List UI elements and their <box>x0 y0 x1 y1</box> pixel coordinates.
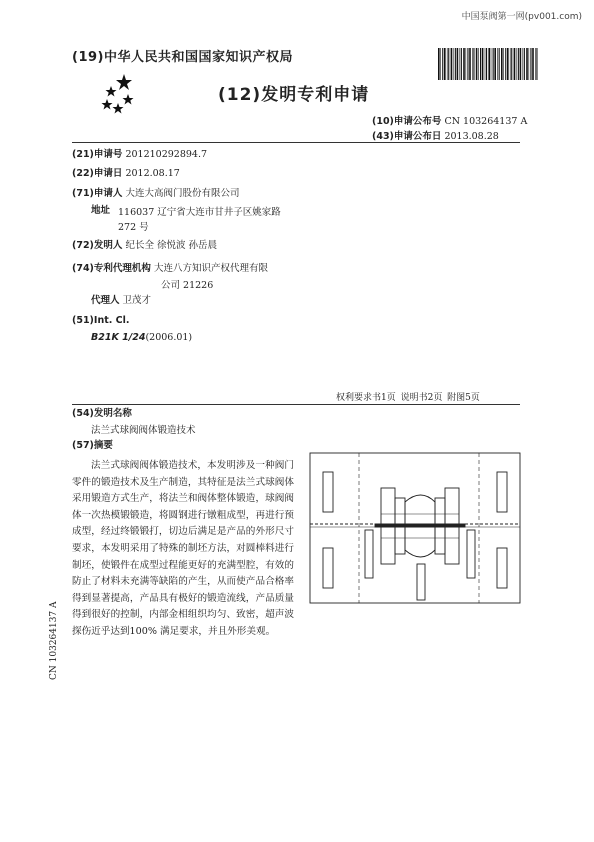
inventor-row <box>72 239 217 252</box>
publication-date-row <box>372 128 499 142</box>
application-number-label: (21)申请号 <box>72 149 123 160</box>
agent-label: 代理人 <box>91 295 120 306</box>
application-date-label: (22)申请日 <box>72 168 123 179</box>
barcode-icon <box>438 48 538 80</box>
intcl-label: (51)Int. Cl. <box>72 315 130 326</box>
intcl-row <box>72 314 130 327</box>
publication-number-row <box>372 113 527 127</box>
forging-die-drawing <box>309 452 521 604</box>
agent-name: 卫茂才 <box>122 295 152 306</box>
intcl-code: B21K 1/24 <box>91 332 146 343</box>
side-publication-number: CN 103264137 A <box>49 601 59 680</box>
abstract-text: 法兰式球阀阀体锻造技术，本发明涉及一种阀门零件的锻造技术及生产制造，其特征是法兰式球阀体采用锻造方式生产，将法兰和阀体整体锻造，球阀阀体一次热模锻锻造，将圆钢进行镦粗成型，再进行预成型，经过终锻锻打，切边后满足是产品的外形尺寸要求，本发明采用了特殊的制坯方法，对圆棒料进行制坯，使锻件在成型过程能更好的充满型腔，有效的防止了材料未充满等缺陷的产生，从而使产品合格率得到显著提高，产品具有极好的锻造流线，产品质量得到很好的控制，内部金相组织均匀、致密，超声波探伤近乎达到100% 满足要求，并且外形美观。 <box>72 460 294 637</box>
title-label: (54)发明名称 <box>72 408 132 419</box>
invention-title: 法兰式球阀阀体锻造技术 <box>91 425 196 436</box>
address-line-1: 116037 辽宁省大连市甘井子区姚家路 <box>118 207 281 218</box>
publication-date: 2013.08.28 <box>444 131 499 142</box>
applicant-row <box>72 187 239 200</box>
application-number: 201210292894.7 <box>125 149 208 160</box>
sipo-emblem-icon <box>98 72 138 118</box>
agency-name-line-1: 大连八方知识产权代理有限 <box>153 263 268 274</box>
agency-row <box>72 262 268 275</box>
inventor-names: 纪长全 徐悦波 孙岳晨 <box>125 240 217 251</box>
intcl-classification <box>91 331 192 344</box>
applicant-label: (71)申请人 <box>72 188 123 199</box>
abstract-label: (57)摘要 <box>72 440 113 451</box>
applicant-name: 大连大高阀门股份有限公司 <box>125 188 240 199</box>
intcl-version: (2006.01) <box>145 332 193 343</box>
inventor-label: (72)发明人 <box>72 240 123 251</box>
address-line-2: 272 号 <box>118 222 149 233</box>
page-count-info: 权利要求书1页 说明书2页 附图5页 <box>336 393 480 403</box>
agency-name-line-2: 公司 21226 <box>161 280 214 291</box>
application-date: 2012.08.17 <box>125 168 180 179</box>
agency-label: (74)专利代理机构 <box>72 263 151 274</box>
site-watermark: 中国泵阀第一网(pv001.com) <box>461 12 582 22</box>
publication-date-label: (43)申请公布日 <box>372 131 442 142</box>
biblio-divider <box>72 404 520 405</box>
die-outline <box>310 453 520 603</box>
patent-office-name: (19)中华人民共和国国家知识产权局 <box>72 50 293 65</box>
address-label: 地址 <box>91 205 111 216</box>
publication-number: CN 103264137 A <box>444 116 528 127</box>
application-number-row <box>72 148 207 161</box>
document-type-heading: (12)发明专利申请 <box>218 85 370 105</box>
application-date-row <box>72 167 180 180</box>
header-divider <box>72 142 520 143</box>
agent-row <box>91 294 151 307</box>
abstract-body <box>72 458 294 641</box>
publication-number-label: (10)申请公布号 <box>372 116 442 127</box>
